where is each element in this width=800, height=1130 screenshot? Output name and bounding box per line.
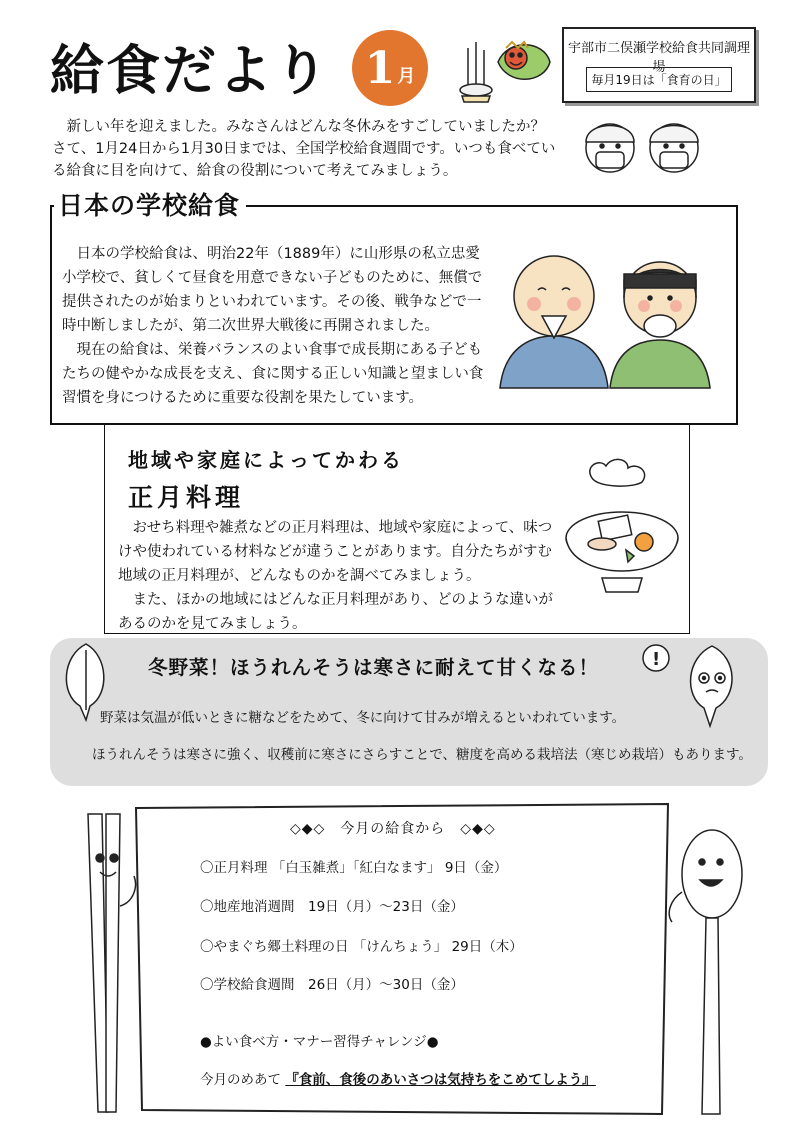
winter-vegetable-title: 冬野菜！ほうれんそうは寒さに耐えて甘くなる！ [148,656,600,679]
intro-text [52,116,557,182]
new-year-food-paragraph-1: おせち料理や雑煮などの正月料理は、地域や家庭によって、味つけや使われている材料などが違うことがあります。自分たちがすむ地域の正月料理が、どんなものかを調べてみましょう。 [118,520,553,584]
organization-name: 宇部市二俣瀬学校給食共同調理場 [567,41,750,75]
menu-item-local-production: 〇地産地消週間 19日（月）～23日（金） [200,899,464,915]
month-badge [352,30,428,106]
cooks-illustration [572,108,722,180]
month-number: 1 [364,42,396,94]
monthly-goal-text: 『食前、食後のあいさつは気持ちをこめてしよう』 [285,1072,596,1088]
school-lunch-history-title: 日本の学校給食 [54,186,246,222]
menu-heading: ◇◆◇ 今月の給食から ◇◆◇ [290,821,496,837]
new-year-ornament-illustration [448,28,556,104]
manners-challenge-heading: ●よい食べ方・マナー習得チャレンジ● [200,1034,439,1050]
month-unit: 月 [397,66,416,87]
monthly-goal-label: 今月のめあて [200,1072,281,1088]
winter-vegetable-line-1: 野菜は気温が低いときに糖などをためて、冬に向けて甘みが増えるといわれています。 [100,710,626,726]
newsletter-title: 給食だより [50,39,330,102]
food-day-notice: 毎月19日は「食育の日」 [586,67,732,92]
monthly-goal [200,1068,596,1088]
new-year-food-body [118,516,556,636]
spoon-character-illustration [664,822,754,1118]
svg-text:!: ! [652,649,661,670]
new-year-food-paragraph-2: また、ほかの地域にはどんな正月料理があり、どのような違いがあるのかを見てみましょう。 [118,592,553,632]
menu-item-new-year: 〇正月料理 「白玉雑煮」「紅白なます」 9日（金） [200,860,508,876]
zoni-bowl-illustration [562,452,682,612]
chopsticks-character-illustration [72,806,142,1118]
intro-paragraph: 新しい年を迎えました。みなさんはどんな冬休みをすごしていましたか？さて、1月24日から1月30日までは、全国学校給食週間です。いつも食べている給食に目を向けて、給食の役割について考えてみましょう。 [52,119,556,179]
organization-box [562,27,756,103]
menu-item-lunch-week: 〇学校給食週間 26日（月）～30日（金） [200,977,464,993]
winter-vegetable-line-2: ほうれんそうは寒さに強く、収穫前に寒さにさらすことで、糖度を高める栽培法（寒じめ栽培）もあります。 [92,747,752,763]
spinach-character-illustration [640,638,750,730]
history-paragraph-1: 日本の学校給食は、明治22年（1889年）に山形県の私立忠愛小学校で、貧しくて昼食を用意できない子どものために、無償で提供されたのが始まりといわれています。その後、戦争などで一時中断しましたが、第二次世界大戦後に再開されました。 [62,246,483,334]
children-eating-illustration [498,240,718,390]
school-lunch-history-body [62,242,490,410]
menu-item-yamaguchi-day: 〇やまぐち郷土料理の日 「けんちょう」 29日（木） [200,939,523,955]
new-year-food-subtitle: 地域や家庭によってかわる [128,448,404,472]
new-year-food-title: 正月料理 [128,483,245,512]
history-paragraph-2: 現在の給食は、栄養バランスのよい食事で成長期にある子どもたちの健やかな成長を支え、食に関する正しい知識と望ましい食習慣を身につけるために重要な役割を果たしています。 [62,342,484,406]
